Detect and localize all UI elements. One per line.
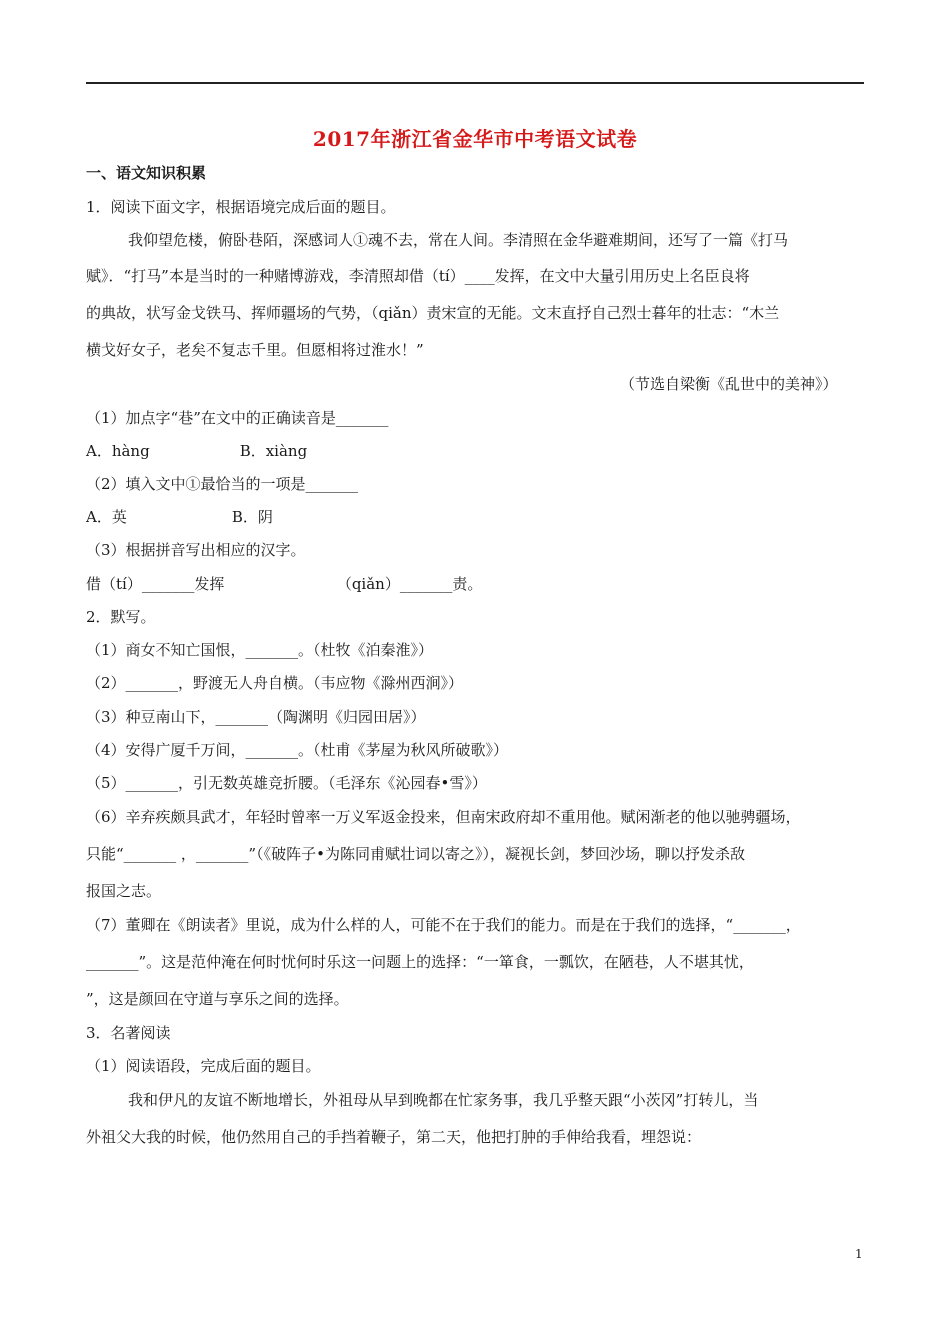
sub-question: （3）种豆南山下，_______（陶渊明《归园田居》）: [86, 708, 426, 726]
sub-question: （2）_______，野渡无人舟自横。（韦应物《滁州西涧》）: [86, 674, 464, 692]
answer-options: A．hàng B．xiàng: [86, 442, 308, 460]
sub-question: （1）阅读语段，完成后面的题目。: [86, 1057, 321, 1075]
sub-question: （7）董卿在《朗读者》里说，成为什么样的人，可能不在于我们的能力。而是在于我们的选择，“_______，: [86, 916, 801, 934]
question-1: 1．阅读下面文字，根据语境完成后面的题目。: [86, 198, 396, 216]
sub-question: （2）填入文中①最恰当的一项是_______: [86, 475, 359, 493]
sub-question: 报国之志。: [86, 882, 162, 900]
fill-blank-line: 借（tí）_______发挥 （qiǎn）_______责。: [86, 575, 483, 593]
sub-question: ”，这是颜回在守道与享乐之间的选择。: [86, 990, 349, 1008]
passage-line: 我和伊凡的友谊不断地增长，外祖母从早到晚都在忙家务事，我几乎整天跟“小茨冈”打转儿，当: [128, 1091, 759, 1109]
question-3: 3．名著阅读: [86, 1024, 171, 1042]
passage-source: （节选自梁衡《乱世中的美神》）: [620, 375, 838, 393]
sub-question: （1）商女不知亡国恨，_______。（杜牧《泊秦淮》）: [86, 641, 434, 659]
sub-question: （3）根据拼音写出相应的汉字。: [86, 541, 306, 559]
section-heading: 一、语文知识积累: [86, 164, 207, 182]
sub-question: 只能“_______ ，_______”（《破阵子•为陈同甫赋壮词以寄之》），凝视长剑，梦回沙场，聊以抒发杀敌: [86, 845, 745, 863]
passage-line: 的典故，状写金戈铁马、挥师疆场的气势，（qiǎn）责宋宣的无能。文末直抒自己烈士暮年的壮志：“木兰: [86, 304, 780, 322]
passage-line: 横戈好女子，老矣不复志千里。但愿相将过淮水！”: [86, 341, 424, 359]
question-2: 2．默写。: [86, 608, 156, 626]
sub-question: （1）加点字“巷”在文中的正确读音是_______: [86, 409, 389, 427]
page-title: 2017年浙江省金华市中考语文试卷: [312, 127, 638, 151]
passage-line: 我仰望危楼，俯卧巷陌，深感词人①魂不去，常在人间。李清照在金华避难期间，还写了一篇《打马: [128, 231, 789, 249]
page-number: 1: [855, 1247, 863, 1261]
sub-question: （4）安得广厦千万间，_______。（杜甫《茅屋为秋风所破歌》）: [86, 741, 509, 759]
sub-question: （6）辛弃疾颇具武才，年轻时曾率一万义军返金投来，但南宋政府却不重用他。赋闲渐老的他以驰骋疆场，: [86, 808, 801, 826]
passage-line: 外祖父大我的时候，他仍然用自己的手挡着鞭子，第二天，他把打肿的手伸给我看，埋怨说：: [86, 1128, 702, 1146]
answer-options: A．英 B．阴: [86, 508, 273, 526]
passage-line: 赋》．“打马”本是当时的一种赌博游戏，李清照却借（tí）____发挥，在文中大量引用历史上名臣良将: [86, 267, 750, 285]
header-rule: [86, 82, 864, 84]
sub-question: _______”。这是范仲淹在何时忧何时乐这一问题上的选择：“一箪食，一瓢饮，在陋巷，人不堪其忧，: [86, 953, 754, 971]
sub-question: （5）_______，引无数英雄竞折腰。（毛泽东《沁园春•雪》）: [86, 774, 487, 792]
